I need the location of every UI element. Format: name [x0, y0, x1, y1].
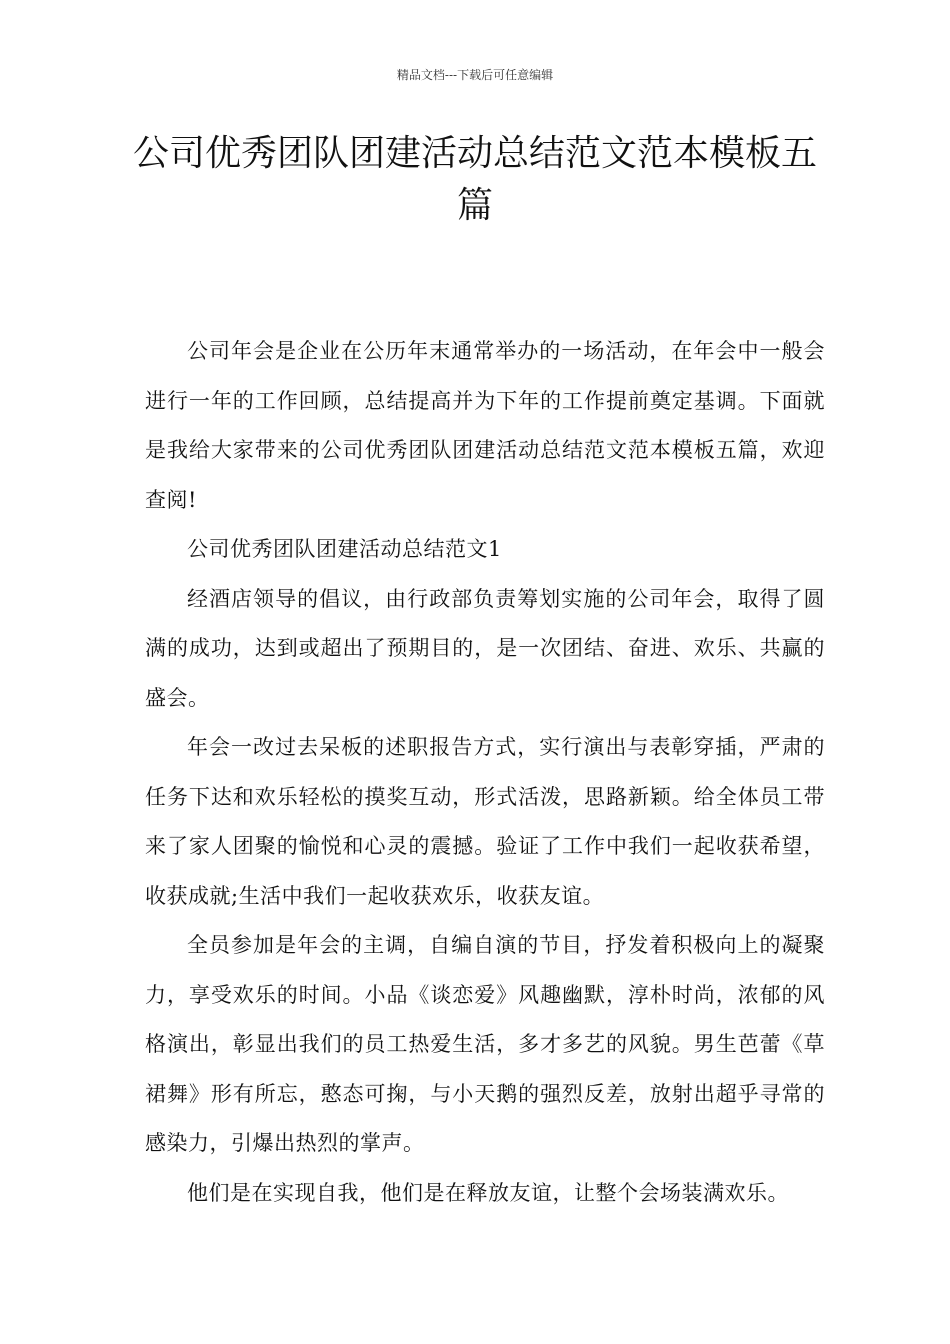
paragraph: 全员参加是年会的主调，自编自演的节目，抒发着积极向上的凝聚力，享受欢乐的时间。小品《谈恋爱》风趣幽默，淳朴时尚，浓郁的风格演出，彰显出我们的员工热爱生活，多才多艺的风貌。男生芭蕾《草裙舞》形有所忘，憨态可掬，与小天鹅的强烈反差，放射出超乎寻常的感染力，引爆出热烈的掌声。: [145, 933, 825, 1155]
paragraph: 他们是在实现自我，他们是在释放友谊，让整个会场装满欢乐。: [187, 1180, 789, 1205]
document-body: [145, 327, 825, 1218]
section-heading: 公司优秀团队团建活动总结范文1: [187, 537, 502, 561]
header-note: 精品文档---下载后可任意编辑: [396, 68, 554, 82]
paragraph: 经酒店领导的倡议，由行政部负责筹划实施的公司年会，取得了圆满的成功，达到或超出了预期目的，是一次团结、奋进、欢乐、共赢的盛会。: [145, 586, 825, 710]
paragraph-intro: 公司年会是企业在公历年末通常举办的一场活动，在年会中一般会进行一年的工作回顾，总结提高并为下年的工作提前奠定基调。下面就是我给大家带来的公司优秀团队团建活动总结范文范本模板五篇，欢迎查阅!: [145, 339, 825, 512]
paragraph: 年会一改过去呆板的述职报告方式，实行演出与表彰穿插，严肃的任务下达和欢乐轻松的摸奖互动，形式活泼，思路新颖。给全体员工带来了家人团聚的愉悦和心灵的震撼。验证了工作中我们一起收获希望，收获成就;生活中我们一起收获欢乐，收获友谊。: [145, 735, 825, 908]
document-title: 公司优秀团队团建活动总结范文范本模板五篇: [132, 133, 817, 226]
